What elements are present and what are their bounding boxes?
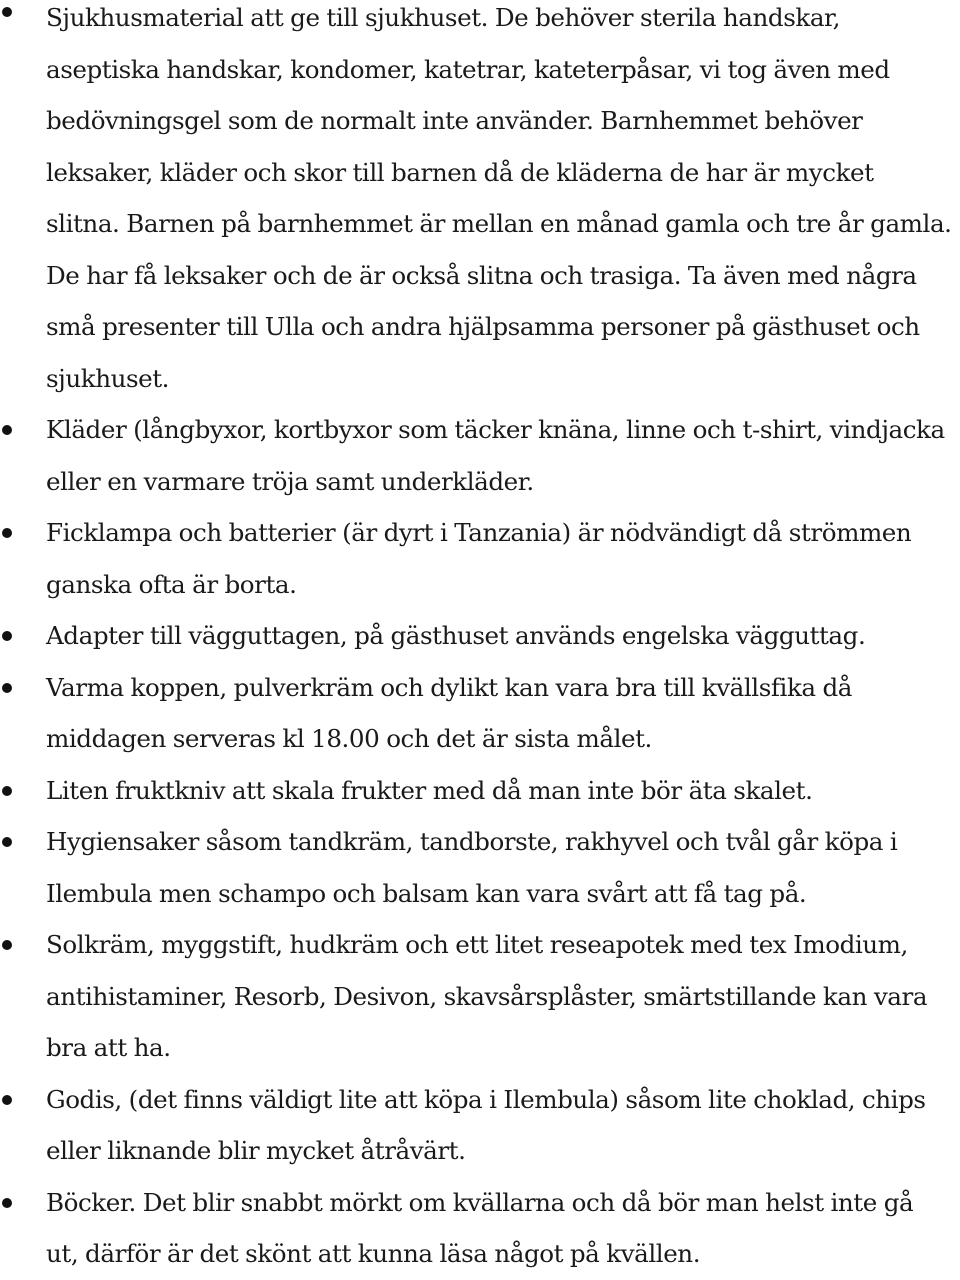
list-item-text: Böcker. Det blir snabbt mörkt om kvällarna och då bör man helst inte gå ut, därför är det skönt att kunna läsa något på kvällen. [46,1187,914,1268]
list-item [0,610,960,662]
list-item [0,1177,960,1280]
list-item [0,765,960,817]
bullet-icon [2,940,12,950]
bullet-icon [2,683,12,693]
bullet-icon [2,528,12,538]
list-item [0,404,960,507]
list-item-text: Kläder (långbyxor, kortbyxor som täcker knäna, linne och t-shirt, vindjacka eller en varmare tröja samt underkläder. [46,415,945,496]
list-item [0,507,960,610]
list-item-text: Adapter till vägguttagen, på gästhuset används engelska vägguttag. [46,621,866,650]
list-item-text: Godis, (det finns väldigt lite att köpa i Ilembula) såsom lite choklad, chips eller liknande blir mycket åtråvärt. [46,1084,926,1165]
bullet-icon [2,1198,12,1208]
bullet-icon [2,7,12,17]
bullet-icon [2,786,12,796]
bullet-icon [2,1095,12,1105]
list-item-text: Solkräm, myggstift, hudkräm och ett litet reseapotek med tex Imodium, antihistaminer, Resorb, Desivon, skavsårsplåster, smärtstillande kan vara bra att ha. [46,930,928,1062]
list-item-text: Liten fruktkniv att skala frukter med då man inte bör äta skalet. [46,775,813,805]
list-item-text: Varma koppen, pulverkräm och dylikt kan vara bra till kvällsfika då middagen serveras kl 18.00 och det är sista målet. [46,672,852,753]
list-item [0,0,960,404]
bullet-icon [2,631,12,641]
bullet-icon [2,425,12,435]
list-item [0,1074,960,1177]
list-item-text: Ficklampa och batterier (är dyrt i Tanzania) är nödvändigt då strömmen ganska ofta är borta. [46,518,912,599]
list-item [0,816,960,919]
list-item [0,662,960,765]
list-item-text: Hygiensaker såsom tandkräm, tandborste, rakhyvel och tvål går köpa i Ilembula men schampo och balsam kan vara svårt att få tag på. [46,827,898,908]
list-item [0,919,960,1074]
bullet-icon [2,837,12,847]
list-item-text: Sjukhusmaterial att ge till sjukhuset. De behöver sterila handskar, aseptiska handskar, kondomer, katetrar, kateterpåsar, vi tog även med bedövningsgel som de normalt inte använder. Barnhemmet behöver leksaker, kläder och skor till barnen då de kläderna de har är mycket slitna. Barnen på barnhemmet är mellan en månad gamla och tre år gamla. De har få leksaker och de är också slitna och trasiga. Ta även med några små presenter till Ulla och andra hjälpsamma personer på gästhuset och sjukhuset. [46,3,952,393]
